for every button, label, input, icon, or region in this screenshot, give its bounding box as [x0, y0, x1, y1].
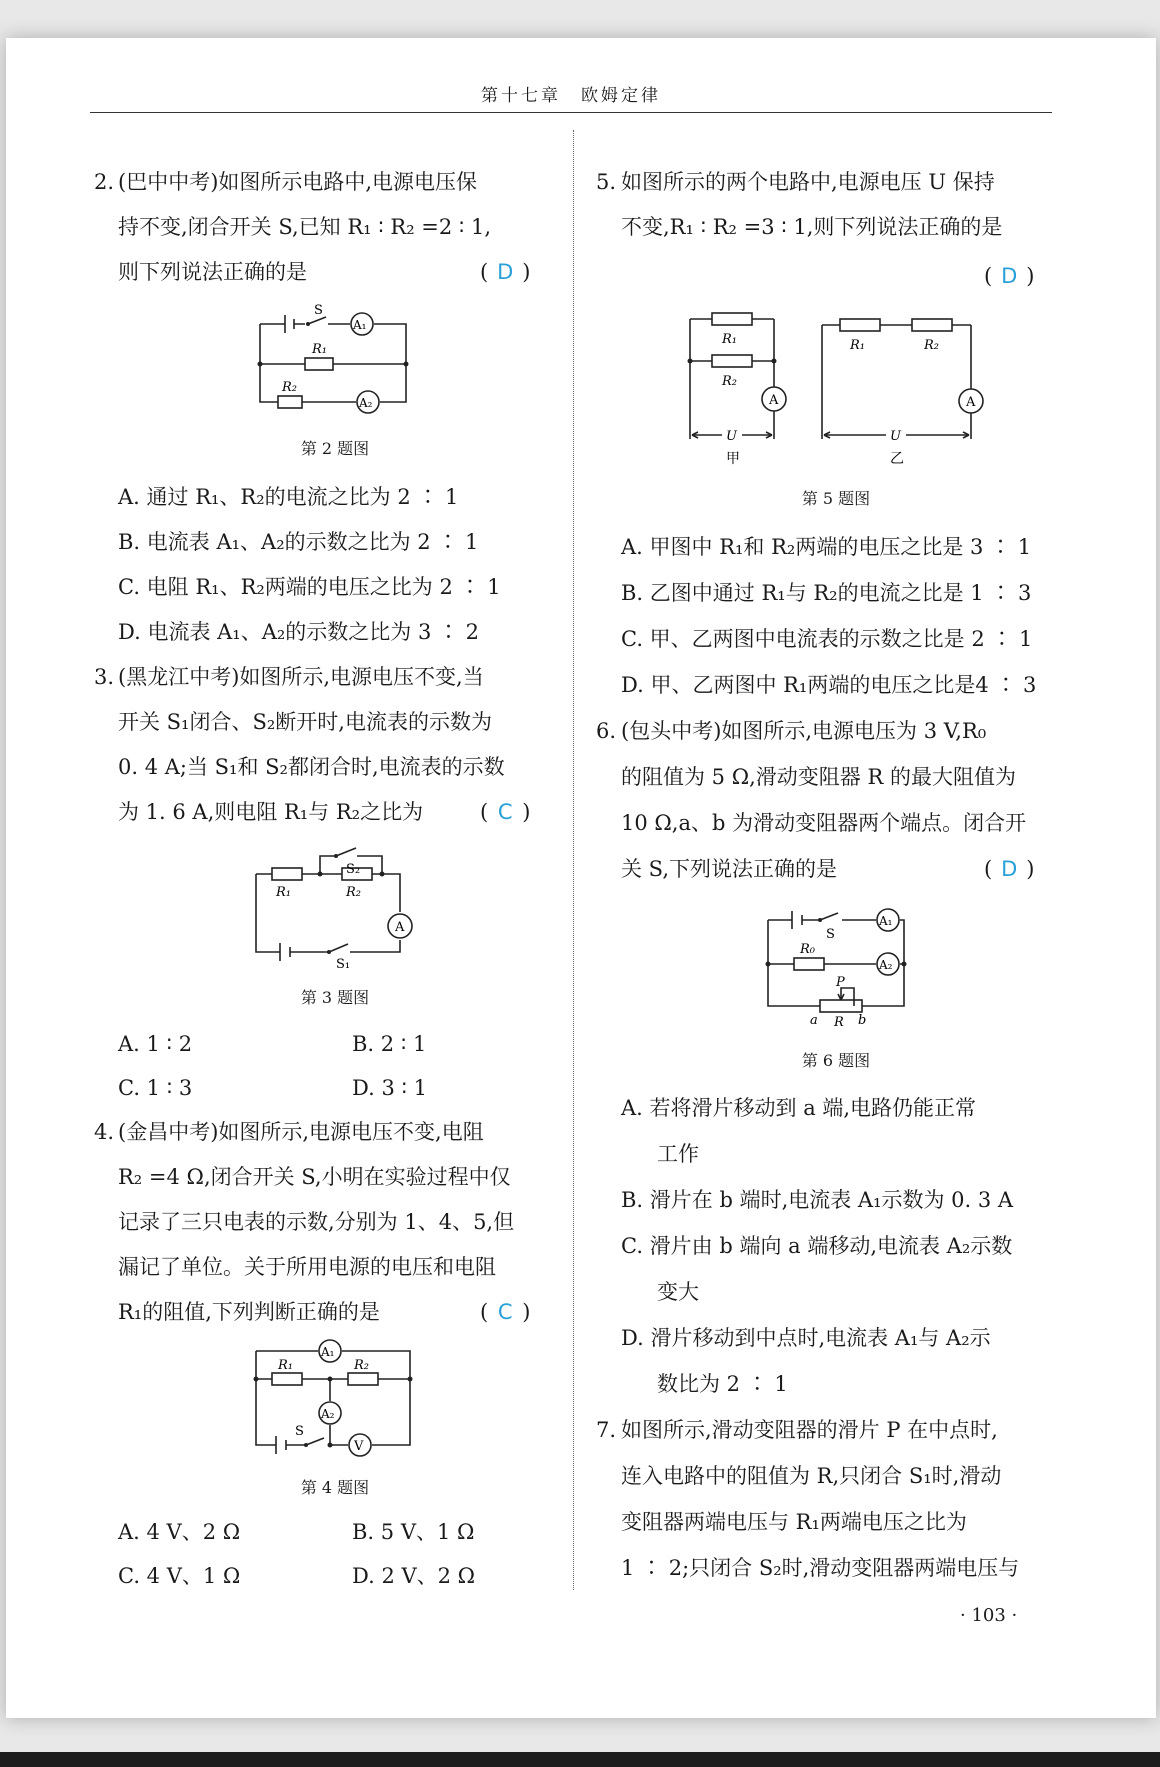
q4-option-a: A. 4 V、2 Ω — [118, 1520, 241, 1544]
q6-line-4: 关 S,下列说法正确的是 — [621, 857, 837, 881]
q5-left-ammeter-label: A — [769, 393, 779, 408]
q3-circuit-figure — [250, 840, 420, 970]
q2-ammeter1-label: A₁ — [353, 318, 367, 332]
q5-right-r2-label: R₂ — [924, 338, 939, 353]
q4-figure-caption: 第 4 题图 — [300, 1478, 370, 1497]
q3-line-3: 0. 4 A;当 S₁和 S₂都闭合时,电流表的示数 — [118, 755, 505, 779]
q4-voltmeter-label: V — [354, 1439, 364, 1454]
q5-line-2: 不变,R₁ ∶ R₂ =3 ∶ 1,则下列说法正确的是 — [621, 215, 1003, 239]
q7-number: 7. — [596, 1418, 617, 1442]
q5-left-u-label: U — [726, 429, 737, 444]
q3-ammeter-label: A — [395, 920, 405, 935]
q4-line-1: (金昌中考)如图所示,电源电压不变,电阻 — [118, 1120, 484, 1144]
q5-left-r1-label: R₁ — [722, 332, 737, 347]
q5-right-u-label: U — [890, 429, 901, 444]
q6-a-label: a — [810, 1013, 818, 1028]
q3-answer: ( C ) — [480, 800, 531, 824]
q3-s2-label: S₂ — [346, 862, 361, 877]
q3-figure-caption: 第 3 题图 — [300, 988, 370, 1007]
q7-line-3: 变阻器两端电压与 R₁两端电压之比为 — [621, 1510, 967, 1534]
q3-option-a: A. 1 ∶ 2 — [118, 1032, 193, 1056]
q5-number: 5. — [596, 170, 617, 194]
q5-answer: ( D ) — [984, 264, 1035, 288]
q2-circuit-figure — [250, 300, 420, 412]
q2-option-b: B. 电流表 A₁、A₂的示数之比为 2 ∶ 1 — [118, 530, 479, 554]
q6-r-label: R — [834, 1015, 844, 1030]
q6-answer: ( D ) — [984, 857, 1035, 881]
q7-line-2: 连入电路中的阻值为 R,只闭合 S₁时,滑动 — [621, 1464, 1002, 1488]
q4-ammeter1-label: A₁ — [321, 1345, 335, 1359]
q6-option-b: B. 滑片在 b 端时,电流表 A₁示数为 0. 3 A — [621, 1188, 1014, 1212]
q4-line-4: 漏记了单位。关于所用电源的电压和电阻 — [118, 1255, 496, 1279]
q2-line-2: 持不变,闭合开关 S,已知 R₁ ∶ R₂ =2 ∶ 1, — [118, 215, 492, 239]
q4-option-c: C. 4 V、1 Ω — [118, 1564, 241, 1588]
q5-option-d: D. 甲、乙两图中 R₁两端的电压之比是4 ∶ 3 — [621, 673, 1037, 697]
page-number: · 103 · — [960, 1605, 1018, 1626]
q4-r1-label: R₁ — [278, 1358, 293, 1373]
q2-figure-caption: 第 2 题图 — [300, 439, 370, 458]
q6-figure-caption: 第 6 题图 — [801, 1051, 871, 1070]
q4-number: 4. — [94, 1120, 115, 1144]
q2-answer: ( D ) — [480, 260, 531, 284]
q3-option-b: B. 2 ∶ 1 — [352, 1032, 427, 1056]
q2-ammeter2-label: A₂ — [359, 396, 373, 410]
column-divider — [573, 130, 574, 1590]
q3-option-c: C. 1 ∶ 3 — [118, 1076, 193, 1100]
q4-option-d: D. 2 V、2 Ω — [352, 1564, 476, 1588]
q2-line-3: 则下列说法正确的是 — [118, 260, 307, 284]
q6-slider-label: P — [836, 975, 845, 990]
q6-r0-label: R₀ — [800, 942, 815, 957]
q6-option-c-line-2: 变大 — [657, 1280, 699, 1304]
q3-r2-label: R₂ — [346, 885, 361, 900]
q3-line-1: (黑龙江中考)如图所示,电源电压不变,当 — [118, 665, 484, 689]
q5-right-r1-label: R₁ — [850, 338, 865, 353]
q4-line-3: 记录了三只电表的示数,分别为 1、4、5,但 — [118, 1210, 515, 1234]
q2-line-1: (巴中中考)如图所示电路中,电源电压保 — [118, 170, 478, 194]
q6-circuit-figure — [762, 900, 912, 1030]
q4-r2-label: R₂ — [354, 1358, 369, 1373]
q2-switch-label: S — [314, 303, 323, 318]
q5-line-1: 如图所示的两个电路中,电源电压 U 保持 — [621, 170, 995, 194]
q6-option-c-line-1: C. 滑片由 b 端向 a 端移动,电流表 A₂示数 — [621, 1234, 1013, 1258]
chapter-header: 第十七章 欧姆定律 — [90, 80, 1052, 113]
q4-circuit-figure — [250, 1335, 420, 1455]
q7-line-1: 如图所示,滑动变阻器的滑片 P 在中点时, — [621, 1418, 998, 1442]
q6-switch-label: S — [826, 927, 835, 942]
q5-option-b: B. 乙图中通过 R₁与 R₂的电流之比是 1 ∶ 3 — [621, 581, 1032, 605]
q4-ammeter2-label: A₂ — [321, 1407, 335, 1421]
q5-left-r2-label: R₂ — [722, 374, 737, 389]
q2-option-c: C. 电阻 R₁、R₂两端的电压之比为 2 ∶ 1 — [118, 575, 501, 599]
bottom-bar — [0, 1752, 1160, 1767]
q6-number: 6. — [596, 719, 617, 743]
q3-s1-label: S₁ — [336, 957, 351, 972]
q7-line-4: 1 ∶ 2;只闭合 S₂时,滑动变阻器两端电压与 — [621, 1556, 1020, 1580]
q5-right-caption: 乙 — [890, 451, 904, 467]
q2-option-d: D. 电流表 A₁、A₂的示数之比为 3 ∶ 2 — [118, 620, 480, 644]
q2-number: 2. — [94, 170, 115, 194]
q5-circuit-figure — [680, 305, 980, 475]
q6-option-a-line-1: A. 若将滑片移动到 a 端,电路仍能正常 — [621, 1096, 977, 1120]
q3-r1-label: R₁ — [276, 885, 291, 900]
q3-line-2: 开关 S₁闭合、S₂断开时,电流表的示数为 — [118, 710, 492, 734]
q4-switch-label: S — [295, 1424, 304, 1439]
q6-ammeter2-label: A₂ — [879, 958, 893, 972]
q3-option-d: D. 3 ∶ 1 — [352, 1076, 427, 1100]
q4-answer: ( C ) — [480, 1300, 531, 1324]
q6-option-a-line-2: 工作 — [657, 1142, 699, 1166]
q6-line-2: 的阻值为 5 Ω,滑动变阻器 R 的最大阻值为 — [621, 765, 1016, 789]
q3-line-4: 为 1. 6 A,则电阻 R₁与 R₂之比为 — [118, 800, 424, 824]
q5-left-caption: 甲 — [726, 451, 740, 467]
q6-option-d-line-2: 数比为 2 ∶ 1 — [657, 1372, 788, 1396]
q3-number: 3. — [94, 665, 115, 689]
q6-line-3: 10 Ω,a、b 为滑动变阻器两个端点。闭合开 — [621, 811, 1027, 835]
q4-line-2: R₂ =4 Ω,闭合开关 S,小明在实验过程中仅 — [118, 1165, 511, 1189]
q6-ammeter1-label: A₁ — [879, 914, 893, 928]
q6-option-d-line-1: D. 滑片移动到中点时,电流表 A₁与 A₂示 — [621, 1326, 991, 1350]
q6-b-label: b — [858, 1013, 867, 1028]
q4-line-5: R₁的阻值,下列判断正确的是 — [118, 1300, 380, 1324]
q2-option-a: A. 通过 R₁、R₂的电流之比为 2 ∶ 1 — [118, 485, 459, 509]
q5-option-a: A. 甲图中 R₁和 R₂两端的电压之比是 3 ∶ 1 — [621, 535, 1032, 559]
q6-line-1: (包头中考)如图所示,电源电压为 3 V,R₀ — [621, 719, 987, 743]
q5-option-c: C. 甲、乙两图中电流表的示数之比是 2 ∶ 1 — [621, 627, 1033, 651]
q2-r2-label: R₂ — [282, 380, 297, 395]
q2-r1-label: R₁ — [312, 342, 327, 357]
q4-option-b: B. 5 V、1 Ω — [352, 1520, 475, 1544]
q5-right-ammeter-label: A — [966, 395, 976, 410]
q5-figure-caption: 第 5 题图 — [801, 489, 871, 508]
